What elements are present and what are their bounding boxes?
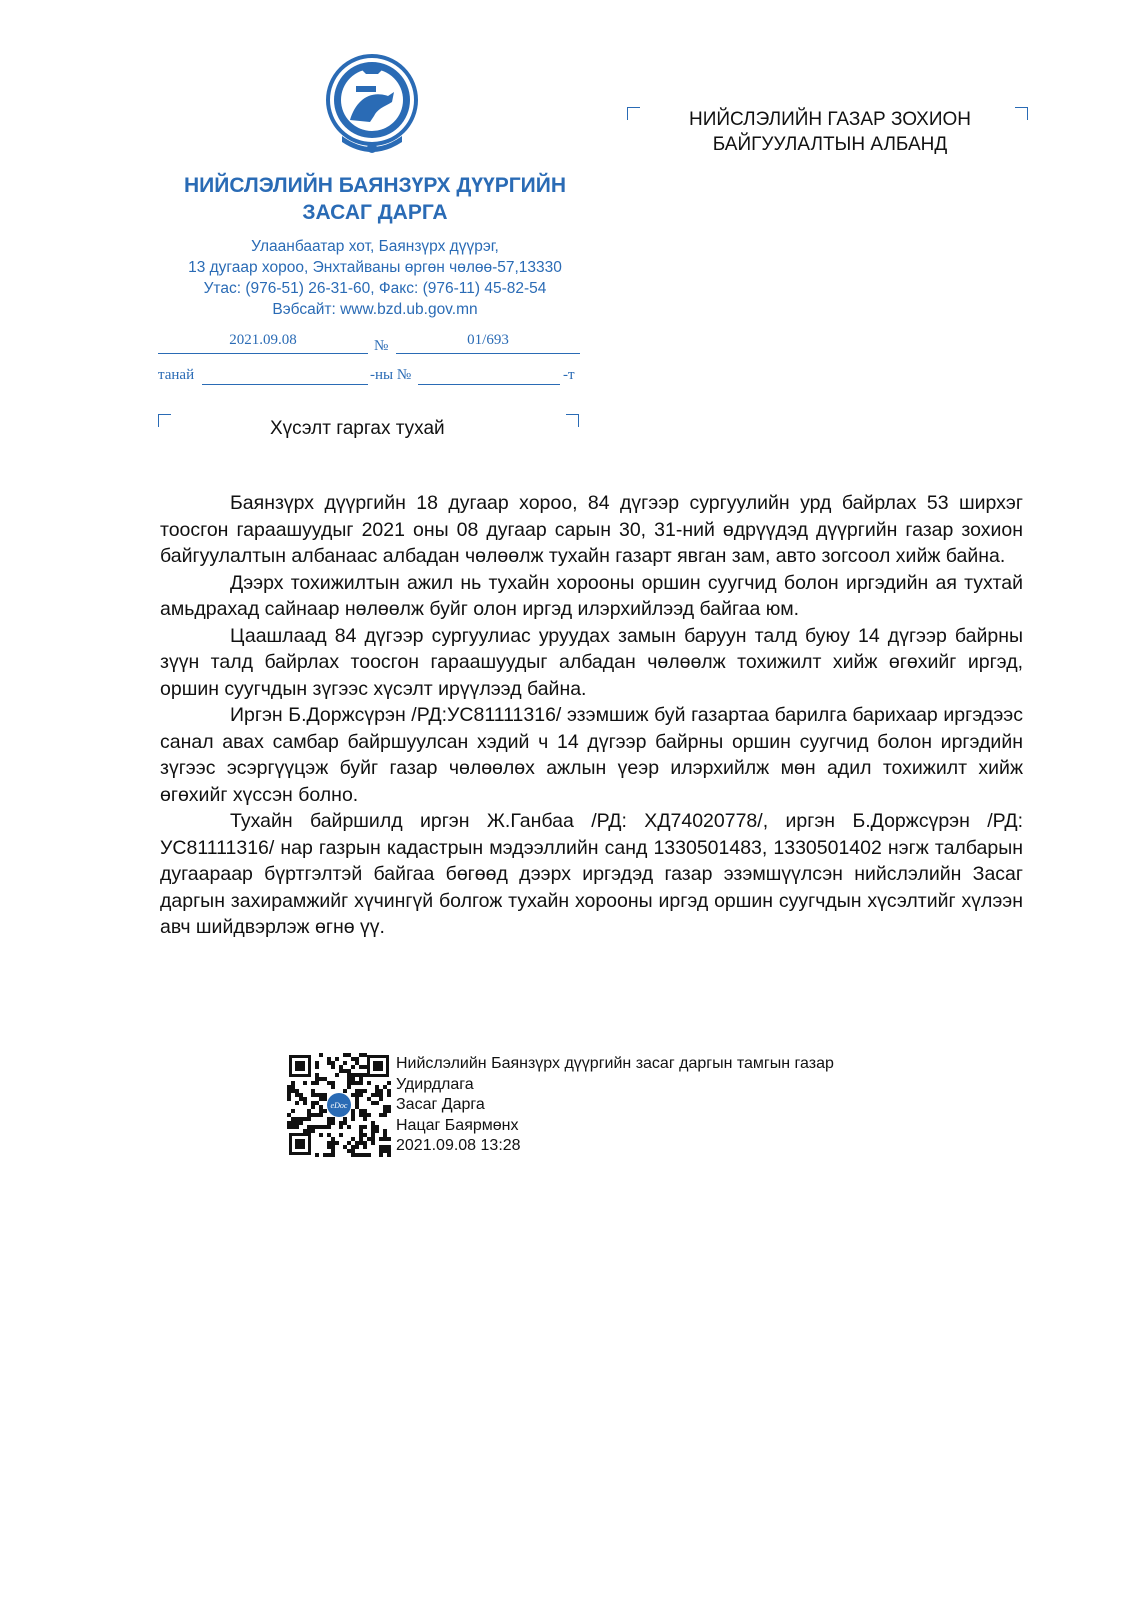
addressee-line2: БАЙГУУЛАЛТЫН АЛБАНД: [712, 134, 948, 155]
organization-name-line2: ЗАСАГ ДАРГА: [302, 201, 448, 224]
addressee-corner-right: [1015, 107, 1028, 120]
state-emblem-icon: [322, 50, 422, 160]
body-paragraph-3: Цаашлаад 84 дүгээр сургуулиас уруудах замын баруун талд буюу 14 дүгээр байрны зүүн талд байрлах тоосгон гараашуудыг албадан чөлөөлж тохижилт хийж өгөхийг иргэд, оршин суугчдын зүгээс хүсэлт ирүүлээд байна.: [160, 624, 1023, 700]
addressee-corner-left: [627, 107, 640, 120]
letter-body: [160, 490, 1023, 941]
subject-corner-left: [158, 414, 171, 427]
signature-organization: Нийслэлийн Баянзүрх дүүргийн засаг даргын тамгын газар: [396, 1055, 834, 1072]
address-line2: 13 дугаар хороо, Энхтайваны өргөн чөлөө-57,13330: [188, 259, 562, 276]
body-paragraph-4: Иргэн Б.Доржсүрэн /РД:УС81111316/ эзэмшиж буй газартаа барилга барихаар иргэдээс санал авах самбар байршуулсан хэдий ч 14 дүгээр байрны оршин суугчид болон иргэдийн зүгээс эсэргүүцэж буйг газар чөлөөлөх ажлын үеэр илэрхийлж мөн адил тохижилт хийж өгөхийг хүссэн болно.: [160, 704, 1023, 806]
yours-underline: [202, 384, 368, 385]
signature-name: Нацаг Баярмөнх: [396, 1116, 519, 1134]
body-paragraph-1: Баянзүрх дүүргийн 18 дугаар хороо, 84 дүгээр сургуулийн урд байрлах 53 ширхэг тоосгон гараашуудыг 2021 оны 08 дугаар сарын 30, 31-ний өдрүүдэд дүүргийн газар зохион байгуулалтын албанаас албадан чөлөөлж тухайн газарт явган зам, авто зогсоол хийж байна.: [160, 492, 1023, 567]
ref-number-underline: [418, 384, 560, 385]
organization-name-line1: НИЙСЛЭЛИЙН БАЯНЗҮРХ ДҮҮРГИЙН: [184, 174, 566, 197]
address-line1: Улаанбаатар хот, Баянзүрх дүүрэг,: [251, 238, 499, 255]
letter-subject: Хүсэлт гаргах тухай: [270, 418, 445, 439]
qr-code-icon: [287, 1053, 391, 1157]
body-paragraph-2: Дээрх тохижилтын ажил нь тухайн хорооны оршин суугчид болон иргэдийн ая тухтай амьдрахад сайнаар нөлөөлж буйг олон иргэд илэрхийлээд байгаа юм.: [160, 571, 1023, 620]
signature-timestamp: 2021.09.08 13:28: [396, 1137, 521, 1154]
subject-corner-right: [566, 414, 579, 427]
yours-label: танай: [158, 367, 195, 383]
addressee-block: [660, 107, 1000, 157]
signature-department: Удирдлага: [396, 1075, 474, 1093]
of-number-label: -ны №: [370, 367, 412, 383]
registration-date: 2021.09.08: [229, 332, 297, 348]
number-underline: [396, 353, 580, 354]
registration-number: 01/693: [467, 332, 509, 348]
signature-position: Засаг Дарга: [396, 1096, 485, 1113]
number-sign: №: [374, 338, 389, 354]
date-underline: [158, 353, 368, 354]
phone-fax-line: Утас: (976-51) 26-31-60, Факс: (976-11) 45-82-54: [203, 280, 547, 297]
addressee-line1: НИЙСЛЭЛИЙН ГАЗАР ЗОХИОН: [689, 109, 971, 130]
edoc-badge-label: eDoc: [330, 1101, 348, 1110]
body-paragraph-5: Тухайн байршилд иргэн Ж.Ганбаа /РД: ХД74020778/, иргэн Б.Доржсүрэн /РД: УС81111316/ нар газрын кадастрын мэдээллийн санд 1330501483, 1330501402 нэгж талбарын дугаараар бүртгэлтэй байгаа бөгөөд дээрх иргэдэд газар эзэмшүүлсэн нийслэлийн Засаг даргын захирамжийг хүчингүй болгож тухайн хорооны иргэд оршин суугчдын хүсэлтийг хүлээн авч шийдвэрлэж өгнө үү.: [160, 810, 1023, 938]
organization-name: [155, 172, 595, 226]
electronic-signature: [396, 1054, 834, 1157]
suffix-label: -т: [563, 367, 575, 383]
website-line: Вэбсайт: www.bzd.ub.gov.mn: [272, 301, 478, 318]
organization-contacts: [155, 236, 595, 320]
